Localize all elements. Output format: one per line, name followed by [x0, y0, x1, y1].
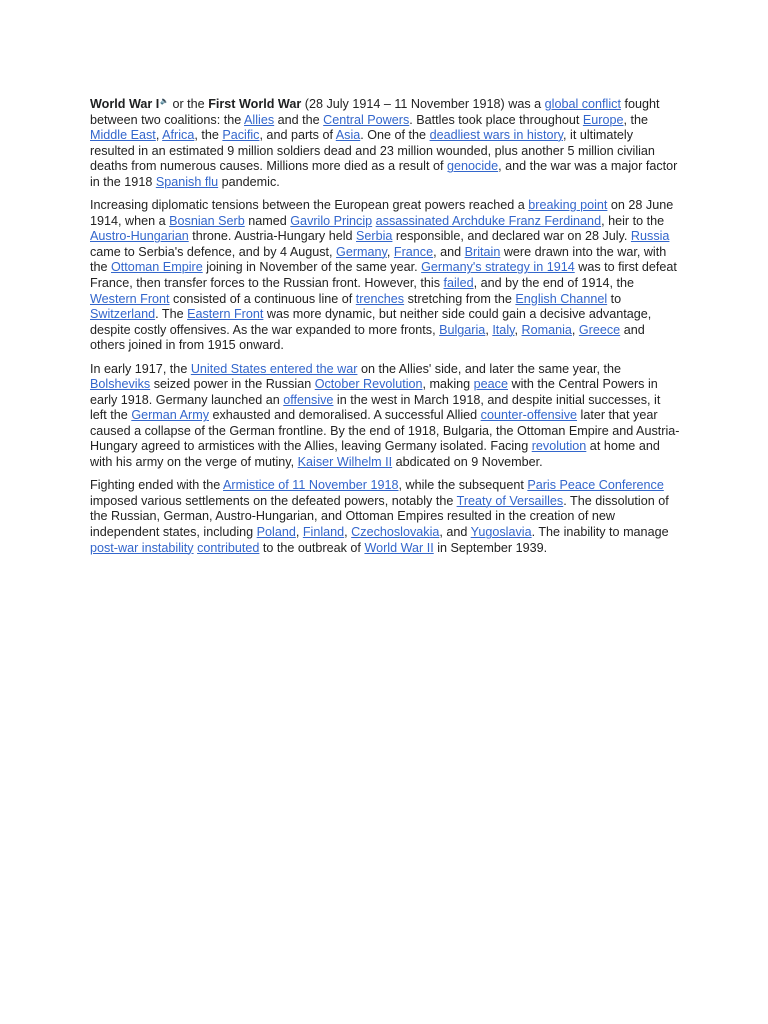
link-greece[interactable]: Greece — [578, 322, 621, 337]
link-central-powers[interactable]: Central Powers — [323, 112, 410, 127]
text-run: responsible, and declared war on 28 July. — [392, 229, 631, 244]
text-run: joining in November of the same year. — [202, 260, 422, 275]
link-eastern-front[interactable]: Eastern Front — [187, 307, 264, 322]
text-run: , — [485, 322, 493, 337]
text-run: , and — [433, 244, 465, 259]
link-united-states-entered-the-war[interactable]: United States entered the war — [190, 361, 358, 376]
text-run: came to Serbia's defence, and by 4 August, — [90, 244, 337, 259]
link-bulgaria[interactable]: Bulgaria — [439, 322, 486, 337]
text-run: , — [344, 524, 352, 539]
text-run: . Battles took place throughout — [409, 112, 583, 127]
text-run: later that year caused a collapse of the German frontline. By the end of 1918, Bulgaria, the Ottoman Empire and Austria-Hungary agreed to armistices with the Allies, leaving Germany isolated. Facing — [90, 408, 680, 454]
link-october-revolution[interactable]: October Revolution — [314, 377, 423, 392]
link-counter-offensive[interactable]: counter-offensive — [480, 408, 578, 423]
link-failed[interactable]: failed — [443, 276, 474, 291]
text-run: or the — [168, 97, 209, 111]
link-allies[interactable]: Allies — [244, 112, 275, 127]
text-run: , the — [194, 128, 223, 143]
bold-term-first-world-war: First World War — [208, 97, 302, 111]
text-run: , — [514, 322, 522, 337]
link-english-channel[interactable]: English Channel — [515, 291, 608, 306]
paragraph-4 — [90, 478, 680, 556]
link-assassinated-archduke-franz-ferdinand[interactable]: assassinated Archduke Franz Ferdinand — [375, 213, 602, 228]
link-britain[interactable]: Britain — [464, 244, 501, 259]
link-revolution[interactable]: revolution — [531, 439, 587, 454]
text-run: , and — [439, 524, 471, 539]
link-global-conflict[interactable]: global conflict — [544, 97, 621, 111]
link-czechoslovakia[interactable]: Czechoslovakia — [351, 524, 440, 539]
link-german-army[interactable]: German Army — [131, 408, 209, 423]
text-run: in September 1939. — [433, 540, 548, 555]
paragraph-1 — [90, 97, 680, 191]
link-pacific[interactable]: Pacific — [222, 128, 260, 143]
text-run: to the outbreak of — [259, 540, 365, 555]
text-run: , — [386, 244, 394, 259]
text-run: , — [155, 128, 163, 143]
text-run: , and the war was a major factor in the 1918 — [90, 159, 678, 189]
link-finland[interactable]: Finland — [302, 524, 345, 539]
link-poland[interactable]: Poland — [256, 524, 296, 539]
text-run: at home and with his army on the verge of mutiny, — [90, 439, 660, 470]
text-run: on the Allies' side, and later the same year, the — [357, 361, 621, 376]
text-run: . The inability to manage — [531, 524, 669, 539]
link-genocide[interactable]: genocide — [447, 159, 499, 174]
text-run: . The dissolution of the Russian, German, Austro-Hungarian, and Ottoman Empires resulted in the creation of new independent states, including — [90, 493, 669, 539]
text-run: , while the subsequent — [398, 478, 528, 493]
link-breaking-point[interactable]: breaking point — [528, 198, 608, 213]
text-run: with the Central Powers in early 1918. Germany launched an — [90, 377, 658, 407]
link-russia[interactable]: Russia — [630, 229, 670, 244]
link-bolsheviks[interactable]: Bolsheviks — [90, 377, 151, 392]
text-run: were drawn into the war, with the — [90, 244, 667, 275]
text-run: , making — [422, 377, 474, 392]
link-middle-east[interactable]: Middle East — [90, 128, 156, 143]
text-run: Increasing diplomatic tensions between the European great powers reached a — [90, 198, 529, 213]
text-run: Fighting ended with the — [90, 478, 224, 493]
text-run: imposed various settlements on the defeated powers, notably the — [90, 493, 457, 508]
bold-term-world-war-i: World War I — [90, 97, 160, 111]
text-run: , it ultimately resulted in an estimated 9 million soldiers dead and 23 million wounded, plus another 5 million civilian deaths from numerous causes. Millions more died as a result of — [90, 128, 655, 174]
link-western-front[interactable]: Western Front — [90, 291, 170, 306]
text-run: , — [295, 524, 303, 539]
text-run: . The — [155, 307, 188, 322]
link-bosnian-serb[interactable]: Bosnian Serb — [169, 213, 245, 228]
text-run: In early 1917, the — [90, 361, 191, 376]
text-run: on 28 June 1914, when a — [90, 198, 674, 228]
link-germany[interactable]: Germany — [336, 244, 387, 259]
link-austro-hungarian[interactable]: Austro-Hungarian — [90, 229, 189, 244]
paragraph-3 — [90, 362, 680, 471]
text-run: was to first defeat France, then transfer forces to the Russian front. However, this — [90, 260, 677, 291]
text-run: to — [607, 291, 622, 306]
link-armistice-of-11-november-1918[interactable]: Armistice of 11 November 1918 — [223, 478, 399, 493]
text-run: , — [571, 322, 579, 337]
text-run: . One of the — [360, 128, 430, 143]
link-yugoslavia[interactable]: Yugoslavia — [470, 524, 532, 539]
link-romania[interactable]: Romania — [521, 322, 572, 337]
text-run: consisted of a continuous line of — [169, 291, 356, 306]
link-trenches[interactable]: trenches — [355, 291, 405, 306]
link-europe[interactable]: Europe — [582, 112, 624, 127]
link-post-war-instability[interactable]: post-war instability — [90, 540, 194, 555]
link-world-war-ii[interactable]: World War II — [364, 540, 434, 555]
text-run: fought between two coalitions: the — [90, 97, 660, 127]
text-run: throne. Austria-Hungary held — [188, 229, 357, 244]
link-offensive[interactable]: offensive — [283, 392, 334, 407]
link-africa[interactable]: Africa — [162, 128, 195, 143]
link-peace[interactable]: peace — [473, 377, 508, 392]
link-deadliest-wars-in-history[interactable]: deadliest wars in history — [429, 128, 564, 143]
text-run: pandemic. — [218, 174, 280, 189]
text-run: named — [244, 213, 291, 228]
text-run: and the — [274, 112, 324, 127]
article-body — [90, 97, 680, 564]
link-spanish-flu[interactable]: Spanish flu — [155, 174, 219, 189]
link-switzerland[interactable]: Switzerland — [90, 307, 156, 322]
text-run: , and parts of — [259, 128, 336, 143]
paragraph-2 — [90, 198, 680, 354]
text-run: stretching from the — [404, 291, 516, 306]
link-kaiser-wilhelm-ii[interactable]: Kaiser Wilhelm II — [297, 455, 393, 470]
link-paris-peace-conference[interactable]: Paris Peace Conference — [527, 478, 664, 493]
text-run: and others joined in from 1915 onward. — [90, 322, 645, 353]
text-run: was more dynamic, but neither side could gain a decisive advantage, despite costly offensives. As the war expanded to more fronts, — [90, 307, 652, 337]
text-run: , and by the end of 1914, the — [473, 276, 634, 291]
link-serbia[interactable]: Serbia — [356, 229, 393, 244]
link-gavrilo-princip[interactable]: Gavrilo Princip — [290, 213, 373, 228]
text-run: exhausted and demoralised. A successful Allied — [209, 408, 481, 423]
link-france[interactable]: France — [393, 244, 434, 259]
link-asia[interactable]: Asia — [335, 128, 361, 143]
text-run: (28 July 1914 – 11 November 1918) was a — [301, 97, 545, 111]
link-italy[interactable]: Italy — [492, 322, 515, 337]
link-ottoman-empire[interactable]: Ottoman Empire — [111, 260, 203, 275]
text-run: abdicated on 9 November. — [392, 455, 543, 470]
text-run: in the west in March 1918, and despite initial successes, it left the — [90, 392, 661, 423]
text-run: , the — [623, 112, 649, 127]
link-germany-s-strategy-in-1914[interactable]: Germany's strategy in 1914 — [421, 260, 575, 275]
link-treaty-of-versailles[interactable]: Treaty of Versailles — [456, 493, 564, 508]
link-contributed[interactable]: contributed — [197, 540, 260, 555]
pronunciation-icon[interactable]: 🔈 — [160, 97, 169, 105]
text-run: seized power in the Russian — [150, 377, 315, 392]
text-run: , heir to the — [601, 213, 665, 228]
